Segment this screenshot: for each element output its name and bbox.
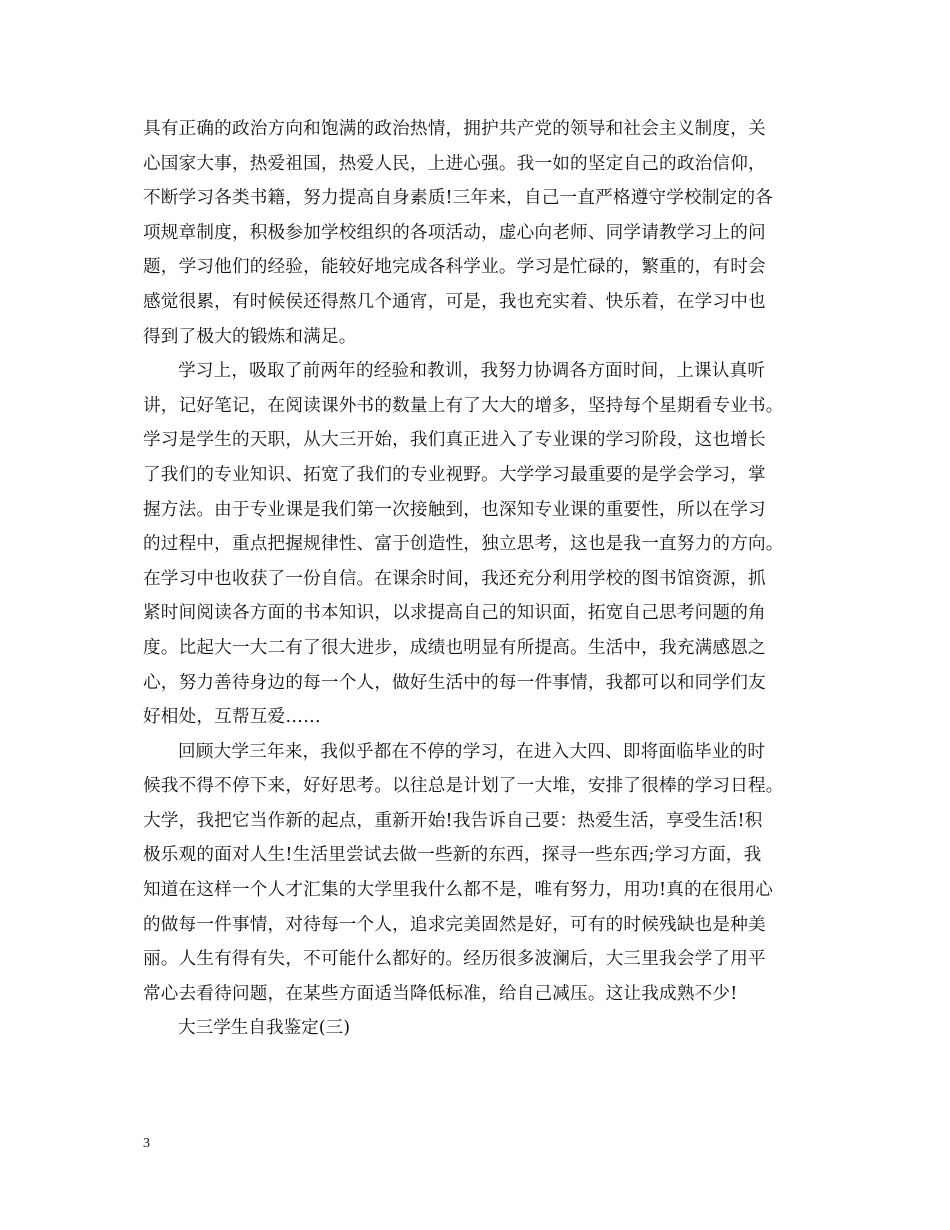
text-line: 候我不得不停下来，好好思考。以往总是计划了一大堆，安排了很棒的学习日程。 (143, 776, 784, 797)
text-line: 得到了极大的锻炼和满足。 (143, 326, 357, 347)
paragraph-container (143, 112, 831, 1011)
text-line: 心国家大事，热爱祖国，热爱人民，上进心强。我一如的坚定自己的政治信仰， (143, 153, 766, 174)
paragraph (143, 112, 831, 354)
text-line: 题，学习他们的经验，能较好地完成各科学业。学习是忙碌的，繁重的，有时会 (143, 257, 766, 278)
document-body (143, 112, 831, 1046)
text-line: 学习是学生的天职，从大三开始，我们真正进入了专业课的学习阶段，这也增长 (143, 430, 766, 451)
page-number: 3 (143, 1136, 150, 1151)
text-line: 握方法。由于专业课是我们第一次接触到，也深知专业课的重要性，所以在学习 (143, 499, 766, 520)
section-heading: 大三学生自我鉴定(三) (178, 1018, 351, 1039)
text-line: 感觉很累，有时候侯还得熬几个通宵，可是，我也充实着、快乐着，在学习中也 (143, 291, 766, 312)
text-line: 好相处，互帮互爱…… (143, 707, 321, 728)
text-line: 度。比起大一大二有了很大进步，成绩也明显有所提高。生活中，我充满感恩之 (143, 637, 766, 658)
text-line: 了我们的专业知识、拓宽了我们的专业视野。大学学习最重要的是学会学习，掌 (143, 464, 766, 485)
text-line: 的过程中，重点把握规律性、富于创造性，独立思考，这也是我一直努力的方向。 (143, 534, 784, 555)
text-line: 心，努力善待身边的每一个人，做好生活中的每一件事情，我都可以和同学们友 (143, 672, 766, 693)
text-line: 大学，我把它当作新的起点，重新开始!我告诉自己要：热爱生活，享受生活!积 (143, 810, 763, 831)
text-line: 讲，记好笔记，在阅读课外书的数量上有了大大的增多，坚持每个星期看专业书。 (143, 395, 784, 416)
text-line: 丽。人生有得有失，不可能什么都好的。经历很多波澜后，大三里我会学了用平 (143, 949, 766, 970)
text-line: 回顾大学三年来，我似乎都在不停的学习，在进入大四、即将面临毕业的时 (178, 741, 766, 762)
text-line: 的做每一件事情，对待每一个人，追求完美固然是好，可有的时候残缺也是种美 (143, 914, 766, 935)
text-line: 项规章制度，积极参加学校组织的各项活动，虚心向老师、同学请教学习上的问 (143, 222, 766, 243)
text-line: 知道在这样一个人才汇集的大学里我什么都不是，唯有努力，用功!真的在很用心 (143, 880, 774, 901)
text-line: 常心去看待问题，在某些方面适当降低标准，给自己减压。这让我成熟不少! (143, 983, 738, 1004)
text-line: 极乐观的面对人生!生活里尝试去做一些新的东西，探寻一些东西;学习方面，我 (143, 845, 762, 866)
text-line: 紧时间阅读各方面的书本知识，以求提高自己的知识面，拓宽自己思考问题的角 (143, 603, 766, 624)
text-line: 在学习中也收获了一份自信。在课余时间，我还充分利用学校的图书馆资源，抓 (143, 568, 766, 589)
text-line: 具有正确的政治方向和饱满的政治热情，拥护共产党的领导和社会主义制度，关 (143, 119, 766, 139)
paragraph (143, 354, 831, 735)
text-line: 学习上，吸取了前两年的经验和教训，我努力协调各方面时间，上课认真听 (178, 361, 766, 382)
text-line: 不断学习各类书籍，努力提高自身素质!三年来，自己一直严格遵守学校制定的各 (143, 188, 774, 209)
paragraph (143, 735, 831, 1012)
